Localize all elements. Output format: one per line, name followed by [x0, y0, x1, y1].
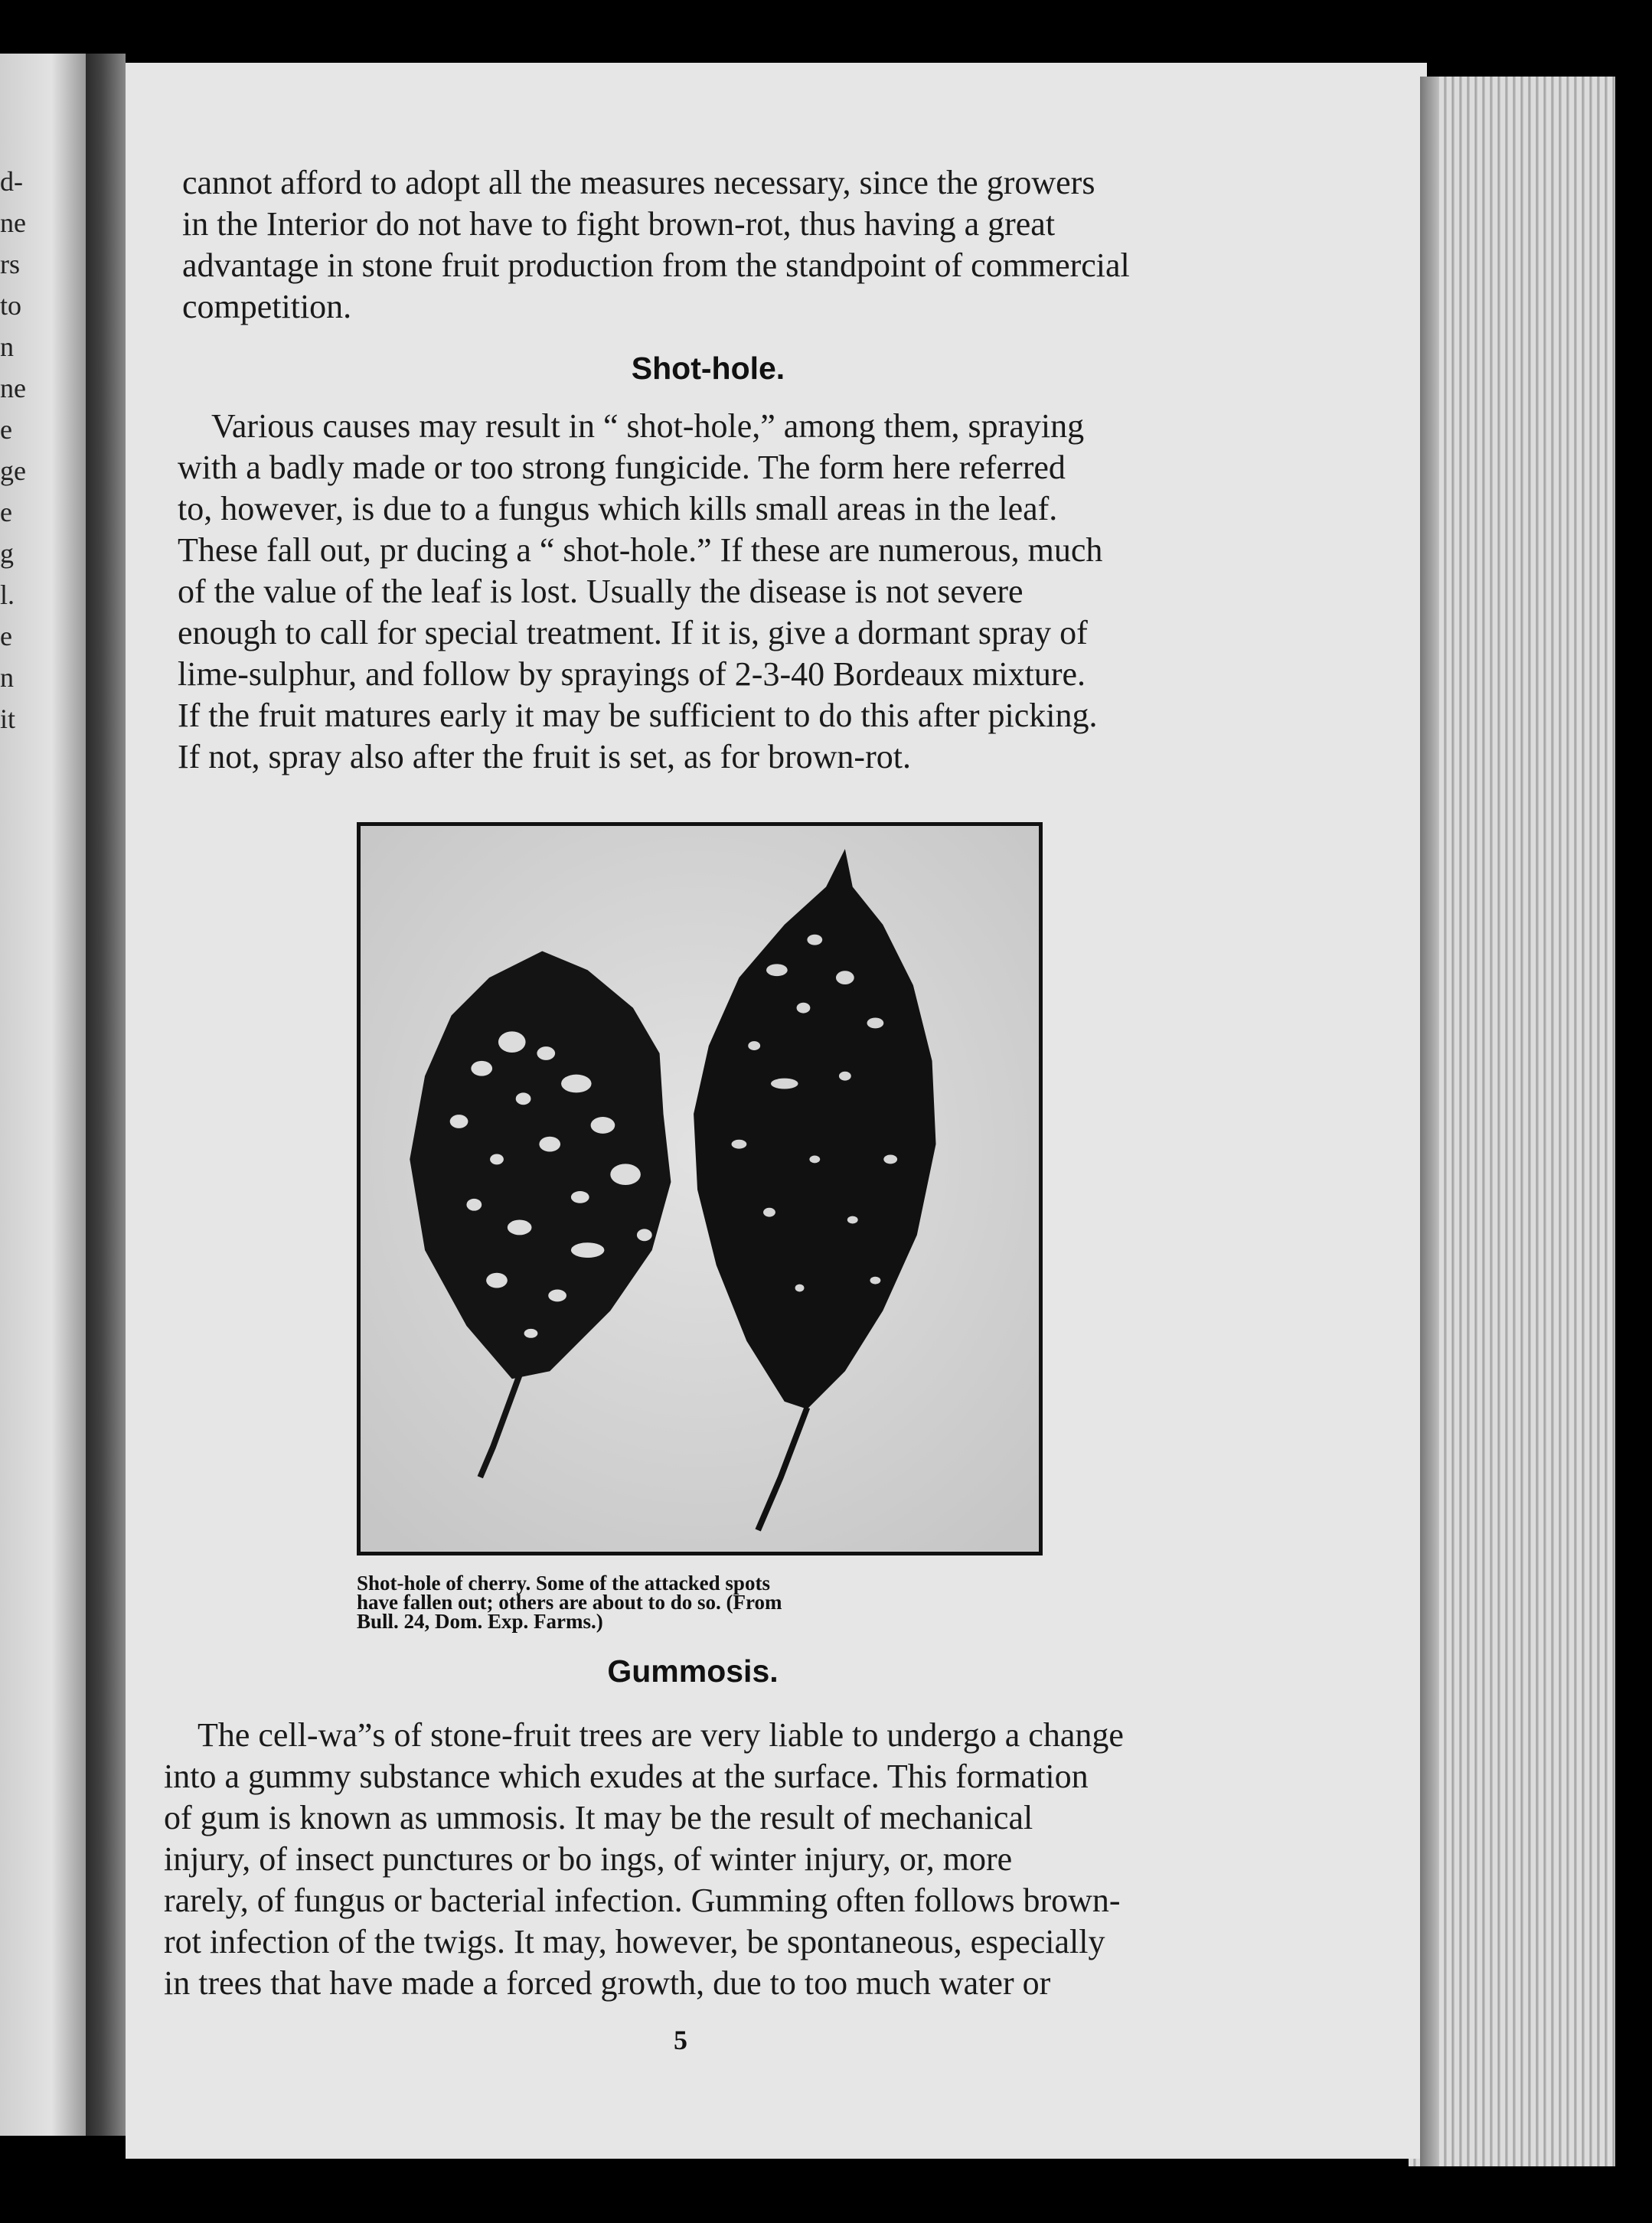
text-line: enough to call for special treatment. If it is, give a dormant spray of [178, 614, 1088, 651]
edge-line: l. [0, 579, 15, 610]
text-line: rot infection of the twigs. It may, however, be spontaneous, especially [164, 1923, 1105, 1960]
page-edge-shadow [1420, 77, 1438, 2166]
text-line: in the Interior do not have to fight brown-rot, thus having a great [182, 205, 1056, 243]
text-line: in trees that have made a forced growth, due to too much water or [164, 1964, 1051, 2002]
caption-line: Bull. 24, Dom. Exp. Farms.) [357, 1610, 603, 1633]
edge-line: ne [0, 373, 26, 403]
edge-line: n [0, 331, 14, 362]
edge-line: d- [0, 166, 23, 197]
text-line: of gum is known as ummosis. It may be the result of mechanical [164, 1799, 1033, 1836]
edge-line: e [0, 497, 12, 527]
figure-caption [357, 1574, 1030, 1631]
text-line: These fall out, pr ducing a “ shot-hole.” If these are numerous, much [178, 531, 1103, 569]
edge-line: e [0, 621, 12, 651]
text-line: of the value of the leaf is lost. Usually the disease is not severe [178, 573, 1024, 610]
text-line: injury, of insect punctures or bo ings, of winter injury, or, more [164, 1840, 1013, 1878]
edge-line: g [0, 538, 14, 569]
text-line: If not, spray also after the fruit is set, as for brown-rot. [178, 738, 911, 775]
text-line: The cell-wa”s of stone-fruit trees are very liable to undergo a change [198, 1716, 1124, 1754]
text-line: advantage in stone fruit production from the standpoint of commercial [182, 246, 1130, 284]
edge-line: e [0, 414, 12, 445]
book-gutter [86, 54, 126, 2136]
page-number: 5 [674, 2025, 687, 2055]
edge-line: it [0, 703, 16, 734]
gummosis-paragraph [164, 1715, 1228, 2004]
left-page [0, 54, 86, 2136]
text-line: lime-sulphur, and follow by sprayings of 2-3-40 Bordeaux mixture. [178, 655, 1086, 693]
edge-line: ne [0, 207, 26, 238]
edge-line: ge [0, 455, 26, 486]
edge-line: rs [0, 249, 20, 279]
text-line: If the fruit matures early it may be sufficient to do this after picking. [178, 697, 1098, 734]
text-line: competition. [182, 288, 352, 325]
text-line: to, however, is due to a fungus which kills small areas in the leaf. [178, 490, 1058, 527]
text-line: into a gummy substance which exudes at the surface. This formation [164, 1758, 1089, 1795]
text-line: Various causes may result in “ shot-hole,” among them, spraying [211, 407, 1085, 445]
shot-hole-paragraph [178, 406, 1246, 778]
page-edges [1409, 77, 1615, 2166]
text-line: rarely, of fungus or bacterial infection. Gumming often follows brown- [164, 1882, 1121, 1919]
left-page-edge-text [0, 161, 31, 739]
intro-paragraph [182, 162, 1246, 328]
edge-line: to [0, 290, 22, 321]
edge-line: n [0, 662, 14, 693]
caption-line: have fallen out; others are about to do so. (From [357, 1591, 782, 1614]
shot-hole-heading: Shot-hole. [631, 351, 785, 386]
shot-hole-leaves-photo [357, 822, 1043, 1555]
caption-line: Shot-hole of cherry. Some of the attacked spots [357, 1572, 770, 1595]
text-line: with a badly made or too strong fungicide. The form here referred [178, 449, 1066, 486]
text-line: cannot afford to adopt all the measures necessary, since the growers [182, 164, 1095, 201]
leaves-illustration [361, 826, 1039, 1552]
gummosis-heading: Gummosis. [607, 1653, 779, 1689]
